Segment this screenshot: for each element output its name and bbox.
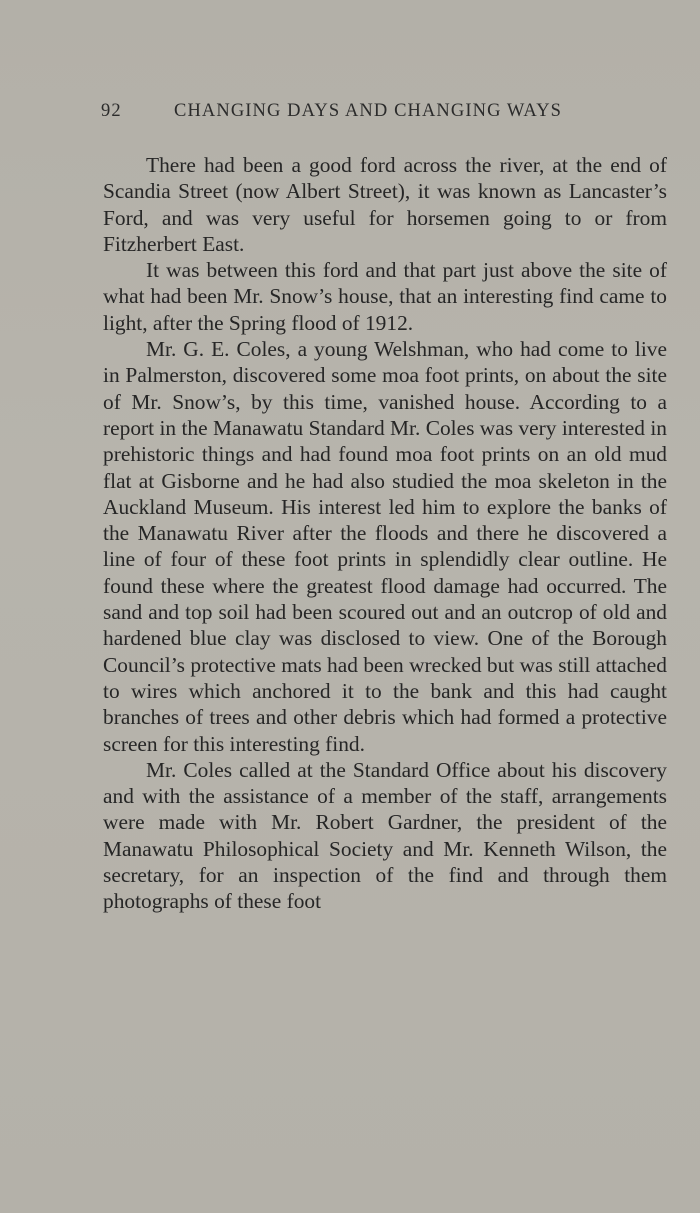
paragraph-3: Mr. G. E. Coles, a young Welshman, who had come to live in Palmerston, discovered some moa foot prints, on about the site of Mr. Snow’s, by this time, vanished house. According to a report in the Manawatu Standard Mr. Coles was very interested in prehistoric things and had found moa foot prints on an old mud flat at Gisborne and he had also studied the moa skeleton in the Auckland Museum. His interest led him to explore the banks of the Manawatu River after the floods and there he discovered a line of four of these foot prints in splendidly clear outline. He found these where the greatest flood damage had occurred. The sand and top soil had been scoured out and an outcrop of old and hardened blue clay was disclosed to view. One of the Borough Council’s protective mats had been wrecked but was still attached to wires which anchored it to the bank and this had caught branches of trees and other debris which had formed a protective screen for this interesting find. [103,337,667,756]
paragraph-2: It was between this ford and that part just above the site of what had been Mr. Snow’s house, that an interesting find came to light, after the Spring flood of 1912. [103,258,667,335]
page-number: 92 [101,101,122,121]
body-text [103,152,667,915]
paragraph-1: There had been a good ford across the river, at the end of Scandia Street (now Albert Street), it was known as Lancaster’s Ford, and was very useful for horsemen going to or from Fitzherbert East. [103,153,667,256]
paragraph-4: Mr. Coles called at the Standard Office about his discovery and with the assistance of a member of the staff, arrangements were made with Mr. Robert Gardner, the president of the Manawatu Philosophical Society and Mr. Kenneth Wilson, the secretary, for an inspection of the find and through them photographs of these foot [103,757,667,914]
page-header [101,101,621,127]
running-head: CHANGING DAYS AND CHANGING WAYS [174,101,563,121]
